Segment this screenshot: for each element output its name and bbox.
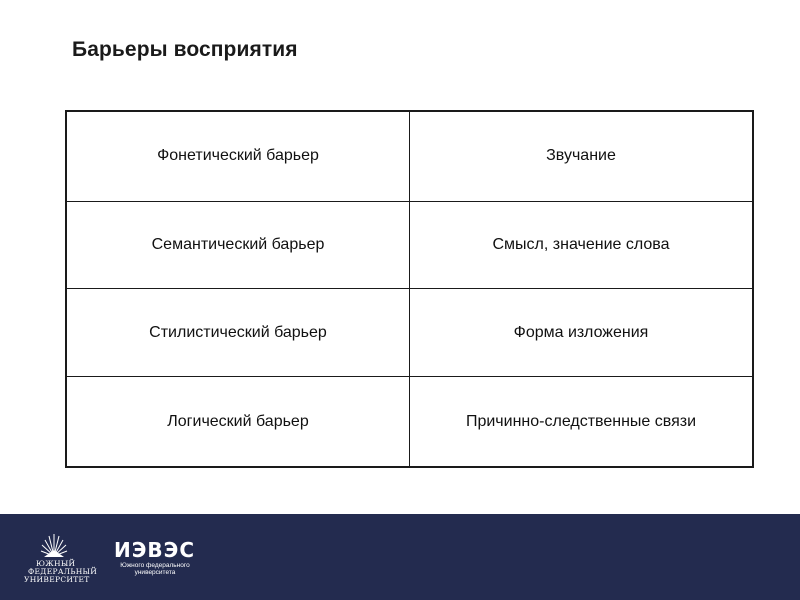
barriers-table (65, 110, 754, 468)
barrier-cell: Стилистический барьер (66, 289, 410, 377)
aspect-cell: Причинно-следственные связи (410, 377, 754, 467)
ivaes-logo (114, 540, 204, 590)
barrier-cell: Фонетический барьер (66, 111, 410, 201)
ivaes-logo-name: ИЭВЭС (114, 538, 196, 562)
sfu-logo-line: УНИВЕРСИТЕТ (24, 575, 90, 584)
sfu-logo (24, 532, 110, 596)
ivaes-logo-subtitle: университета (134, 569, 176, 576)
sfu-logo-line: ЮЖНЫЙ (36, 559, 76, 568)
table-row (66, 111, 753, 201)
barrier-cell: Семантический барьер (66, 201, 410, 289)
table-row (66, 289, 753, 377)
aspect-cell: Звучание (410, 111, 754, 201)
sfu-logo-text (24, 560, 110, 584)
ivaes-logo-subtitle: Южного федерального (120, 562, 190, 569)
aspect-cell: Форма изложения (410, 289, 754, 377)
university-emblem-icon (40, 532, 68, 558)
barrier-cell: Логический барьер (66, 377, 410, 467)
table-row (66, 201, 753, 289)
table-row (66, 377, 753, 467)
footer-band (0, 514, 800, 600)
aspect-cell: Смысл, значение слова (410, 201, 754, 289)
slide-title: Барьеры восприятия (72, 38, 298, 61)
sfu-logo-line: ФЕДЕРАЛЬНЫЙ (28, 567, 98, 576)
